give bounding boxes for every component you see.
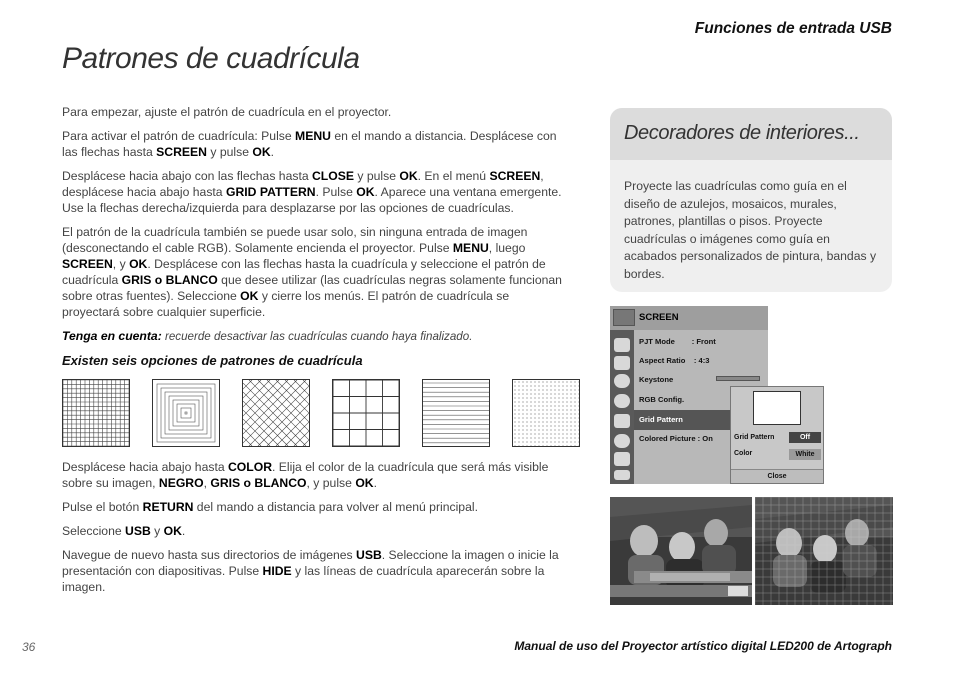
screen-menu-titlebar (610, 306, 768, 330)
popup-color-label: Color (734, 450, 753, 457)
info-icon (614, 434, 630, 448)
pattern-horizontal-lines (422, 379, 490, 447)
monitor-icon (614, 338, 630, 352)
screen-settings-icon (614, 356, 630, 370)
patterns-subheading: Existen seis opciones de patrones de cuadrícula (62, 353, 363, 368)
menu-row-rgb-config: RGB Config. (639, 395, 685, 404)
pattern-concentric-squares (152, 379, 220, 447)
popup-grid-label: Grid Pattern (734, 434, 775, 441)
menu-row-aspect-ratio: Aspect Ratio : 4:3 (639, 356, 710, 365)
sidebox-body: Proyecte las cuadrículas como guía en el diseño de azulejos, mosaicos, murales, patrones, plantillas o pisos. Proyecte cuadrículas o imágenes como guía en acabados personalizados de pintura, bandas y bordes. (624, 179, 877, 281)
pattern-diagonal-grid (242, 379, 310, 447)
note: Tenga en cuenta: recuerde desactivar las cuadrículas cuando haya finalizado. (62, 329, 473, 343)
grid-pattern-popup (730, 386, 824, 484)
screen-menu-title: SCREEN (639, 312, 679, 323)
popup-close-button: Close (731, 469, 823, 483)
interior-decorators-box (610, 108, 892, 292)
paragraph-intro: Para empezar, ajuste el patrón de cuadrícula en el proyector. (62, 105, 392, 119)
popup-color-value: White (789, 449, 821, 460)
film-icon (614, 470, 630, 480)
paragraph-navigate: Navegue de nuevo hasta sus directorios de imágenes USB. Seleccione la imagen o inicie la presentación con diapositivas. Pulse HIDE y las líneas de cuadrícula aparecerán sobre la imagen. (62, 548, 559, 594)
section-header: Funciones de entrada USB (694, 20, 892, 37)
page-title: Patrones de cuadrícula (62, 42, 360, 75)
menu-row-keystone: Keystone (639, 375, 674, 384)
main-column (62, 104, 562, 603)
circle-settings-icon (614, 374, 630, 388)
pattern-dotted-grid (512, 379, 580, 447)
menu-row-pjt-mode: PJT Mode : Front (639, 337, 716, 346)
folder-icon (614, 414, 630, 428)
photo-without-grid (610, 497, 752, 605)
paragraph-return: Pulse el botón RETURN del mando a distancia para volver al menú principal. (62, 500, 478, 514)
return-icon (614, 452, 630, 466)
keystone-slider (716, 376, 760, 381)
footer-title: Manual de uso del Proyector artístico digital LED200 de Artograph (514, 639, 892, 653)
clock-icon (614, 394, 630, 408)
paragraph-standalone: El patrón de la cuadrícula también se puede usar solo, sin ninguna entrada de imagen (desconectando el cable RGB). Solamente encienda el proyector. Pulse MENU, luego SCREEN, y OK. Desplácese con las flechas hasta la cuadrícula y seleccione el patrón de cuadrícula GRIS o BLANCO que desee utilizar (las cuadrículas negras solamente funcionan sobre otras fuentes). Seleccione OK y cierre los menús. El patrón de cuadrícula se proyectará sobre cualquier superficie. (62, 225, 562, 319)
screen-icon (613, 309, 635, 326)
paragraph-activate: Para activar el patrón de cuadrícula: Pulse MENU en el mando a distancia. Desplácese con las flechas hasta SCREEN y pulse OK. (62, 129, 557, 159)
photo-with-grid (755, 497, 897, 605)
page-number: 36 (22, 640, 36, 654)
menu-row-colored-picture: Colored Picture : On (639, 434, 713, 443)
pattern-coarse-grid (332, 379, 400, 447)
menu-row-grid-pattern: Grid Pattern (639, 415, 683, 424)
grid-preview (753, 391, 801, 425)
paragraph-usb: Seleccione USB y OK. (62, 524, 186, 538)
sidebox-title: Decoradores de interiores... (610, 108, 892, 160)
menu-icon-column (610, 330, 634, 484)
grid-pattern-samples (62, 379, 562, 447)
pattern-fine-grid (62, 379, 130, 447)
popup-grid-value: Off (789, 432, 821, 443)
paragraph-color: Desplácese hacia abajo hasta COLOR. Elija el color de la cuadrícula que será más visible sobre su imagen, NEGRO, GRIS o BLANCO, y pulse OK. (62, 460, 549, 490)
paragraph-scroll: Desplácese hacia abajo con las flechas hasta CLOSE y pulse OK. En el menú SCREEN, desplácese hacia abajo hasta GRID PATTERN. Pulse OK. Aparece una ventana emergente. Use la flechas derecha/izquierda para desplazarse por las opciones de cuadrículas. (62, 169, 562, 215)
